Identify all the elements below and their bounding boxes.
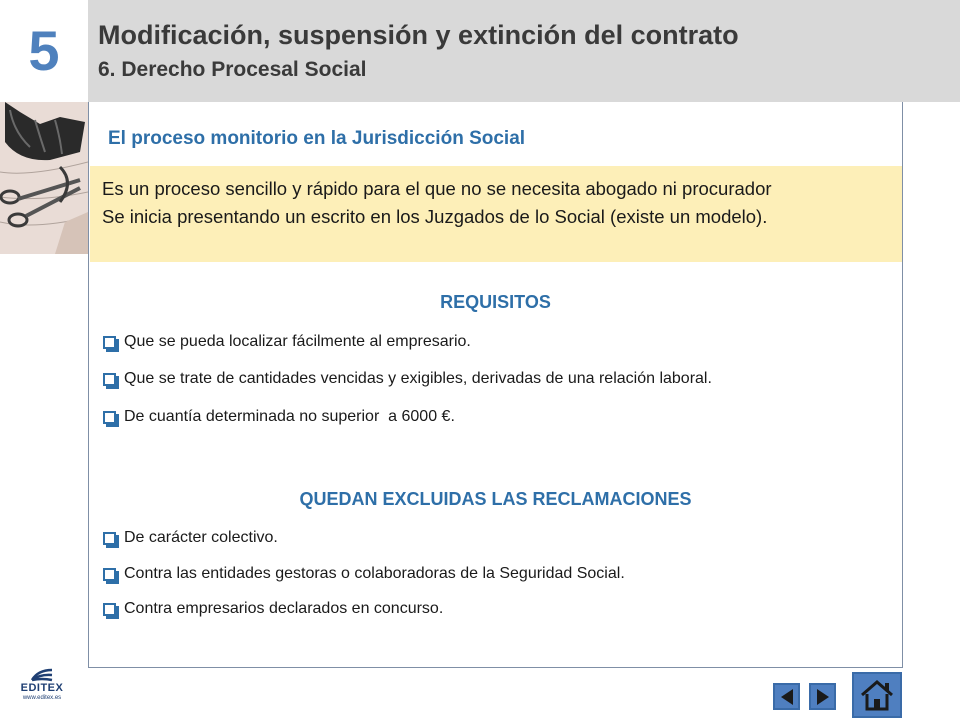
requisitos-heading: REQUISITOS (440, 292, 551, 312)
next-button[interactable] (809, 683, 836, 710)
home-icon (859, 678, 895, 712)
logo-url: www.editex.es (22, 695, 62, 701)
list-item (103, 370, 712, 388)
chapter-number: 5 (28, 18, 60, 82)
intro-line: Se inicia presentando un escrito en los Juzgados de lo Social (existe un modelo). (102, 206, 768, 227)
section-heading: El proceso monitorio en la Jurisdicción Social (108, 128, 526, 149)
editex-logo-icon (30, 668, 54, 682)
logo-text: EDITEX (20, 682, 64, 694)
next-arrow-icon (815, 688, 831, 706)
list-item-text: Que se trate de cantidades vencidas y exigibles, derivadas de una relación laboral. (124, 370, 712, 387)
list-item-text: De carácter colectivo. (124, 529, 278, 546)
list-item-text: Contra empresarios declarados en concurso. (124, 600, 444, 617)
home-button[interactable] (852, 672, 902, 718)
square-bullet-icon (103, 373, 116, 386)
list-item-text: Contra las entidades gestoras o colaboradoras de la Seguridad Social. (124, 565, 625, 582)
page-subtitle: 6. Derecho Procesal Social (98, 58, 367, 81)
hands-scissors-illustration (0, 102, 88, 254)
previous-arrow-icon (779, 688, 795, 706)
intro-box (90, 166, 902, 262)
intro-line: Es un proceso sencillo y rápido para el que no se necesita abogado ni procurador (102, 178, 772, 199)
list-item (103, 408, 455, 426)
hands-scissors-icon (0, 102, 88, 254)
list-item (103, 600, 443, 618)
square-bullet-icon (103, 532, 116, 545)
excluidas-heading: QUEDAN EXCLUIDAS LAS RECLAMACIONES (299, 489, 692, 509)
square-bullet-icon (103, 568, 116, 581)
list-item-text: De cuantía determinada no superior a 6000 €. (124, 408, 455, 425)
square-bullet-icon (103, 603, 116, 616)
list-item (103, 333, 471, 351)
previous-button[interactable] (773, 683, 800, 710)
square-bullet-icon (103, 336, 116, 349)
page-title: Modificación, suspensión y extinción del contrato (98, 20, 739, 50)
list-item (103, 529, 278, 547)
list-item (103, 565, 625, 583)
editex-logo (12, 668, 72, 712)
header-bar (88, 0, 960, 102)
square-bullet-icon (103, 411, 116, 424)
list-item-text: Que se pueda localizar fácilmente al empresario. (124, 333, 471, 350)
